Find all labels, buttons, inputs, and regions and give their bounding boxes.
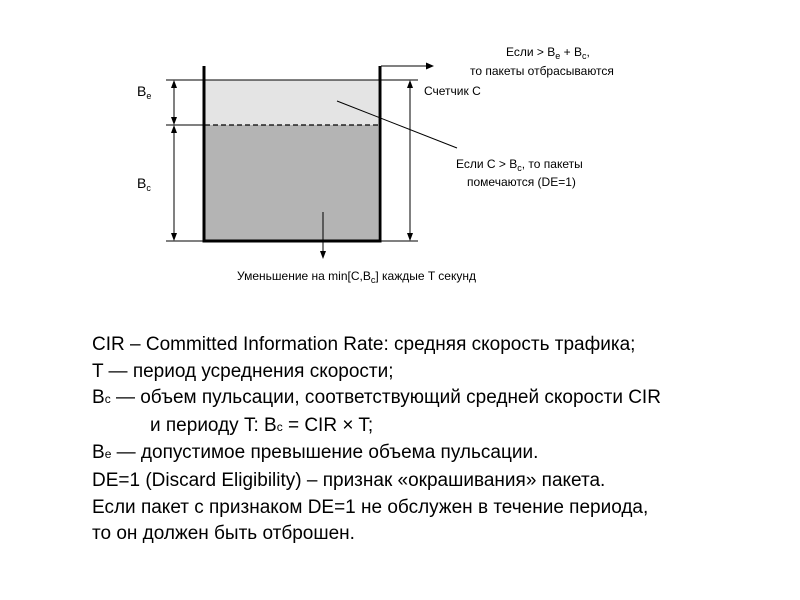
bc-formula: и периоду T: Bc = CIR × T; — [150, 414, 374, 436]
overflow-arrowhead — [426, 63, 434, 70]
be-definition: Be — допустимое превышение объема пульсации. — [92, 442, 539, 464]
mark-note-line2: помечаются (DE=1) — [467, 175, 576, 189]
mark-note-line1: Если $C > B_c$, то пакеты — [456, 157, 583, 173]
be-label: $B_e$ — [137, 83, 152, 101]
drop-rule-line2: то он должен быть отброшен. — [92, 523, 355, 545]
cir-definition: CIR – Committed Information Rate: средняя скорость трафика; — [92, 334, 636, 355]
t-definition: T — период усреднения скорости; — [92, 360, 394, 382]
overflow-note-line1: Если > $B_e + B_c$, — [506, 45, 590, 61]
definitions-text — [92, 332, 782, 548]
bc-label: $B_c$ — [137, 175, 151, 193]
decrease-note: Уменьшение на $\min[C,B_c]$ каждые T секунд — [237, 269, 476, 285]
counter-label: Счетчик C — [424, 84, 481, 98]
overflow-note-line2: то пакеты отбрасываются — [470, 64, 614, 78]
bc-definition: Bc — объем пульсации, соответствующий средней скорости CIR — [92, 387, 661, 409]
times-symbol: × — [342, 414, 354, 436]
bucket-committed-zone — [205, 125, 378, 241]
de-definition: DE=1 (Discard Eligibility) – признак «окрашивания» пакета. — [92, 469, 606, 491]
drop-rule-line1: Если пакет с признаком DE=1 не обслужен в течение периода, — [92, 496, 649, 518]
bucket-excess-zone — [205, 80, 378, 125]
